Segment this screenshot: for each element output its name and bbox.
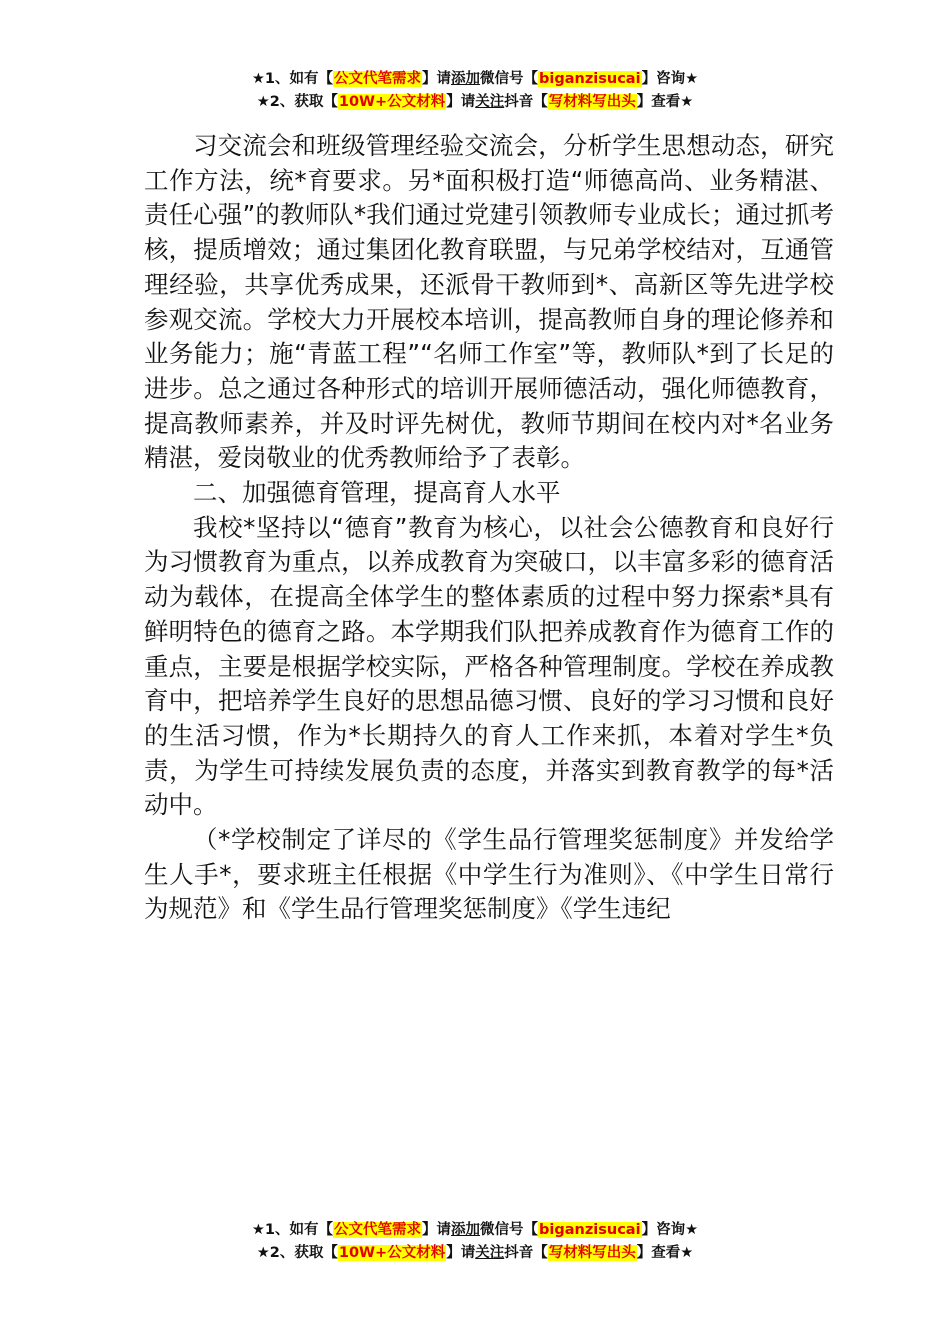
header-line-1 — [0, 68, 950, 91]
footer-line-1-suffix: 】咨询★ — [641, 1222, 699, 1238]
header-line-1-prefix: ★1、如有【 — [251, 71, 334, 87]
footer-line-2-prefix: ★2、获取【 — [256, 1245, 338, 1261]
footer-line-1-prefix: ★1、如有【 — [251, 1222, 334, 1238]
footer-line-2-text: 】请 — [446, 1245, 476, 1261]
footer-line-1-wechat-id: biganzisucai — [539, 1222, 641, 1238]
header-line-2-suffix: 】查看★ — [636, 94, 694, 110]
header-line-2-douyin-id: 写材料写出头 — [548, 94, 636, 110]
header-line-1-text: 微信号【 — [480, 71, 539, 87]
footer-line-1-highlight: 公文代笔需求 — [334, 1222, 422, 1238]
paragraph: 习交流会和班级管理经验交流会，分析学生思想动态，研究工作方法，统*育要求。另*面积极打造“师德高尚、业务精湛、责任心强”的教师队*我们通过党建引领教师专业成长；通过抓考核，提质增效；通过集团化教育联盟，与兄弟学校结对，互通管理经验，共享优秀成果，还派骨干教师到*、高新区等先进学校参观交流。学校大力开展校本培训，提高教师自身的理论修养和业务能力；施“青蓝工程”“名师工作室”等，教师队*到了长足的进步。总之通过各种形式的培训开展师德活动，强化师德教育，提高教师素养，并及时评先树优，教师节期间在校内对*名业务精湛，爱岗敬业的优秀教师给予了表彰。 — [144, 131, 834, 473]
header-line-2-text: 】请 — [446, 94, 476, 110]
footer-line-2-underlined: 关注 — [475, 1245, 505, 1261]
header-line-2-prefix: ★2、获取【 — [256, 94, 338, 110]
footer-line-2 — [0, 1242, 950, 1265]
header-line-1-highlight: 公文代笔需求 — [334, 71, 422, 87]
footer-line-2-suffix: 】查看★ — [636, 1245, 694, 1261]
section-heading: 二、加强德育管理，提高育人水平 — [193, 478, 561, 508]
header-line-1-suffix: 】咨询★ — [641, 71, 699, 87]
footer-line-2-text: 抖音【 — [504, 1245, 548, 1261]
footer-banner — [0, 1219, 950, 1265]
header-line-1-wechat-id: biganzisucai — [539, 71, 641, 87]
footer-line-1 — [0, 1219, 950, 1242]
header-line-2-text: 抖音【 — [504, 94, 548, 110]
paragraph: （*学校制定了详尽的《学生品行管理奖惩制度》并发给学生人手*，要求班主任根据《中学生行为准则》、《中学生日常行为规范》和《学生品行管理奖惩制度》《学生违纪 — [144, 825, 834, 924]
header-line-1-underlined: 添加 — [451, 71, 481, 87]
header-banner — [0, 68, 950, 114]
footer-line-2-highlight: 10W+公文材料 — [338, 1245, 446, 1261]
footer-line-1-underlined: 添加 — [451, 1222, 481, 1238]
header-line-1-text: 】请 — [422, 71, 452, 87]
footer-line-2-douyin-id: 写材料写出头 — [548, 1245, 636, 1261]
footer-line-1-text: 】请 — [422, 1222, 452, 1238]
paragraph: 我校*坚持以“德育”教育为核心，以社会公德教育和良好行为习惯教育为重点，以养成教育为突破口，以丰富多彩的德育活动为载体，在提高全体学生的整体素质的过程中努力探索*具有鲜明特色的德育之路。本学期我们队把养成教育作为德育工作的重点，主要是根据学校实际，严格各种管理制度。学校在养成教育中，把培养学生良好的思想品德习惯、良好的学习习惯和良好的生活习惯，作为*长期持久的育人工作来抓，本着对学生*负责，为学生可持续发展负责的态度，并落实到教育教学的每*活动中。 — [144, 512, 834, 820]
document-body — [144, 129, 834, 927]
header-line-2 — [0, 91, 950, 114]
header-line-2-highlight: 10W+公文材料 — [338, 94, 446, 110]
header-line-2-underlined: 关注 — [475, 94, 505, 110]
footer-line-1-text: 微信号【 — [480, 1222, 539, 1238]
